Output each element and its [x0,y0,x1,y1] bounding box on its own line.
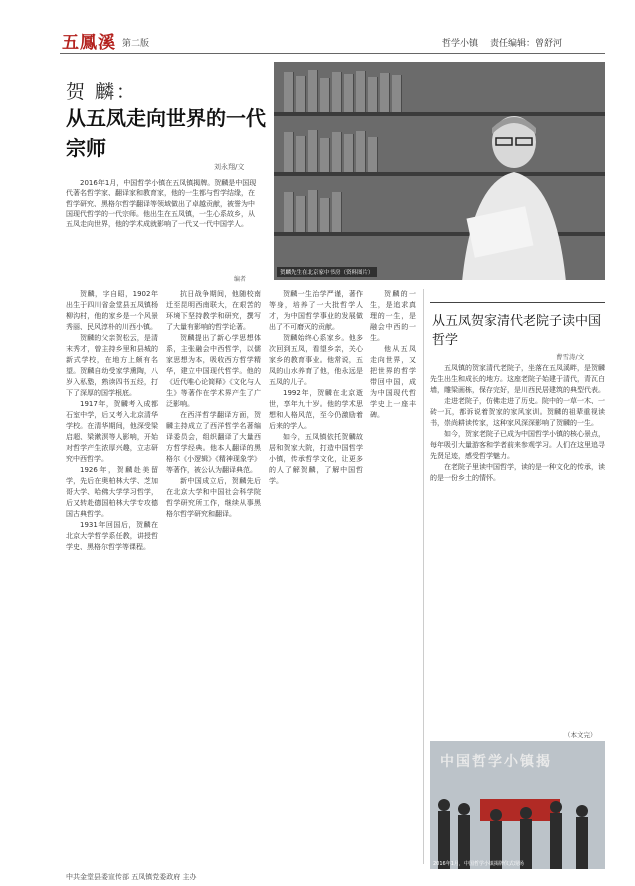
column-divider [423,289,424,864]
paragraph: 五凤镇的贺家清代老院子，坐落在五凤溪畔，是贺麟先生出生和成长的地方。这座老院子始建于清代，青瓦白墙，雕梁画栋，保存完好，是川西民居建筑的典型代表。 [430,364,605,394]
paragraph: 1926年，贺麟赴美留学，先后在奥柏林大学、芝加哥大学、哈佛大学学习哲学，后又转赴德国柏林大学专攻德国古典哲学。 [66,466,158,518]
paragraph: 在西洋哲学翻译方面，贺麟主持成立了西洋哲学名著编译委员会，组织翻译了大量西方哲学经典。他本人翻译的黑格尔《小逻辑》《精神现象学》等著作，被公认为翻译典范。 [166,411,261,474]
issue-label: 第二版 [122,39,150,49]
paragraph: 他从五凤走向世界，又把世界的哲学带回中国，成为中国现代哲学史上一座丰碑。 [370,345,416,419]
ceremony-photo-caption: 2016年1月，中国哲学小镇揭牌仪式现场 [433,861,524,867]
paragraph: 如今，五凤镇依托贺麟故居和贺家大院，打造中国哲学小镇，传承哲学文化，让更多的人了解贺麟，了解中国哲学。 [269,433,363,485]
article-intro: 2016年1月，中国哲学小镇在五凤镇揭牌。贺麟是中国现代著名哲学家、翻译家和教育家，他的一生都与哲学结缘，在哲学研究、黑格尔哲学翻译等领域做出了卓越贡献，被誉为中国现代哲学的一代宗师。他出生在五凤镇，一生心系故乡，从五凤走向世界，他的学术成就影响了一代又一代中国学人。 [66,179,257,229]
portrait-figure [452,102,572,280]
article-column-2 [166,289,261,520]
paragraph: 如今，贺家老院子已成为中国哲学小镇的核心景点，每年吸引大量游客和学者前来参观学习。人们在这里追寻先贤足迹，感受哲学魅力。 [430,430,605,460]
paragraph: 走进老院子，仿佛走进了历史。院中的一草一木、一砖一瓦，都诉说着贺家的家风家训。贺麟的祖辈重视读书，崇尚耕读传家，这种家风深深影响了贺麟的一生。 [430,397,605,427]
paragraph: 在老院子里读中国哲学，读的是一种文化的传承，读的是一份乡土的情怀。 [430,463,605,482]
article-name: 贺 麟： [66,81,138,103]
paragraph: 贺麟始终心系家乡。他多次回到五凤，看望乡亲，关心家乡的教育事业。他常说，五凤的山水养育了他，他永远是五凤的儿子。 [269,334,363,386]
masthead-logo: 五鳳溪 [62,33,116,53]
editor-label: 责任编辑：曾舒河 [490,39,563,49]
sidebar-title: 从五凤贺家清代老院子读中国哲学 [432,314,602,348]
photo-caption: 贺麟先生在北京家中书房（资料图片） [277,267,377,277]
page-footer: 中共金堂县委宣传部 五凤镇党委政府 主办 [66,873,197,881]
photo-banner-text: 中国哲学小镇揭 [440,754,552,770]
section-label: 哲学小镇 [442,39,479,49]
article-column-4 [370,289,416,421]
crowd-figures [430,741,605,869]
sidebar-divider [430,302,605,303]
paragraph: 贺麟的一生，是追求真理的一生，是融会中西的一生。 [370,290,416,342]
article-column-3 [269,289,363,487]
sidebar-author: 曹雪涛/文 [556,353,585,361]
paragraph: 贺麟的父亲贺松云，是清末秀才，曾主持乡里和县城的新式学校，在地方上颇有名望。贺麟自幼受家学熏陶，八岁入私塾，熟读四书五经，打下了深厚的国学根底。 [66,334,158,397]
paragraph: 抗日战争期间，他随校南迁至昆明西南联大，在艰苦的环境下坚持教学和研究，撰写了大量有影响的哲学论著。 [166,290,261,331]
paragraph: 新中国成立后，贺麟先后在北京大学和中国社会科学院哲学研究所工作，继续从事黑格尔哲学研究和翻译。 [166,477,261,518]
paragraph: 1917年，贺麟考入成都石室中学，后又考入北京清华学校。在清华期间，他深受梁启超、梁漱溟等人影响，开始对哲学产生浓厚兴趣，立志研究中西哲学。 [66,400,158,463]
header-divider [60,53,605,54]
paragraph: 1992年，贺麟在北京逝世，享年九十岁。他的学术思想和人格风范，至今仍激励着后来的学人。 [269,389,363,430]
paragraph: 贺麟提出了新心学思想体系，主张融会中西哲学，以儒家思想为本，吸收西方哲学精华，建立中国现代哲学。他的《近代唯心论简释》《文化与人生》等著作在学术界产生了广泛影响。 [166,334,261,408]
paragraph: 贺麟，字自昭，1902年出生于四川省金堂县五凤镇杨柳沟村，他的家乡是一个风景秀丽、民风淳朴的川西小镇。 [66,290,158,331]
article-column-1 [66,289,158,553]
page-header [0,0,635,58]
sidebar-body [430,363,605,484]
ceremony-photo [430,741,605,869]
article-author: 刘永翔/文 [214,163,245,171]
paragraph: 贺麟一生治学严谨，著作等身，培养了一大批哲学人才，为中国哲学事业的发展做出了不可磨灭的贡献。 [269,290,363,331]
article-title: 从五凤走向世界的一代宗师 [66,106,266,160]
paragraph: 1931年回国后，贺麟在北京大学哲学系任教，讲授哲学史、黑格尔哲学等课程。 [66,521,158,551]
portrait-photo [274,62,605,280]
sidebar-end-mark: （本文完） [564,731,597,739]
intro-tag: 编者 [234,276,247,283]
